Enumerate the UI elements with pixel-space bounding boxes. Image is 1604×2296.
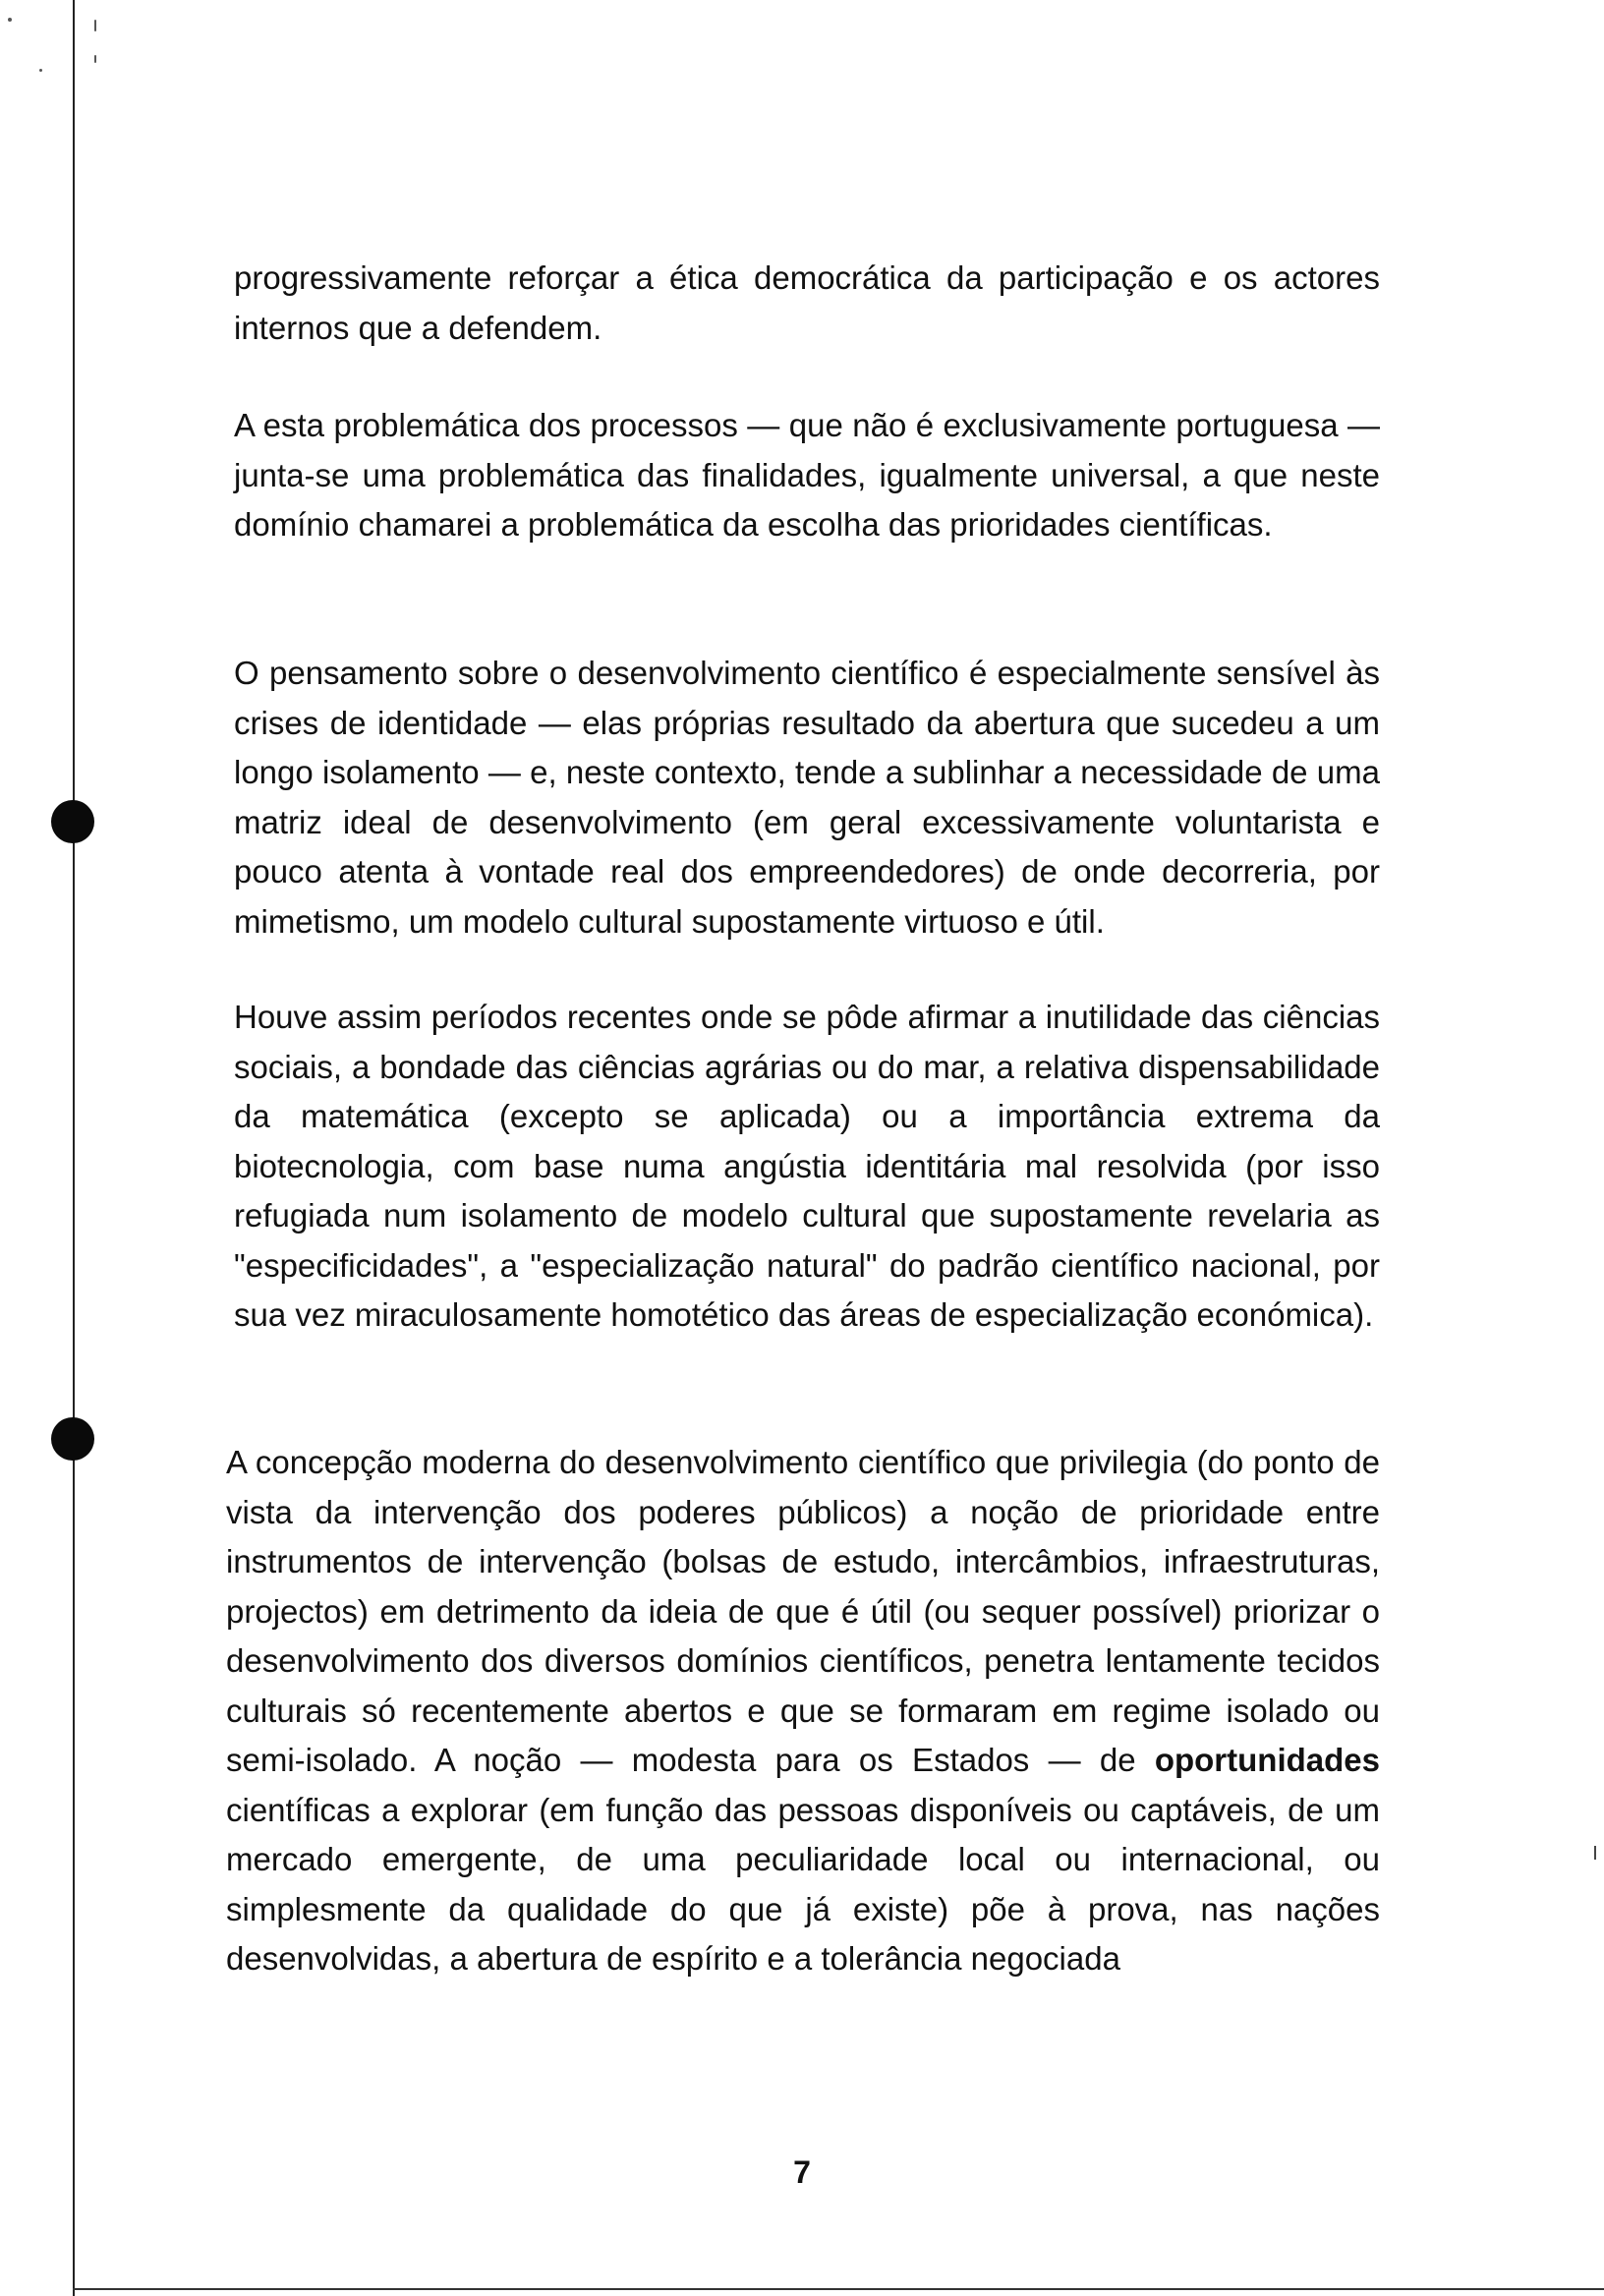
body-paragraph-4: Houve assim períodos recentes onde se pôde afirmar a inutilidade das ciências sociais, a bondade das ciências agrárias ou do mar, a relativa dispensabilidade da matemática (excepto se aplicada) ou a importância extrema da biotecnologia, com base numa angústia identitária mal resolvida (por isso refugiada num isolamento de modelo cultural que supostamente revelaria as "especificidades", a "especialização natural" do padrão científico nacional, por sua vez miraculosamente homotético das áreas de especialização económica). [234, 999, 1380, 1333]
scan-speck [39, 69, 42, 72]
margin-mark [1594, 1846, 1596, 1860]
emphasis-oportunidades: oportunidades [1154, 1742, 1380, 1778]
body-paragraph-3: O pensamento sobre o desenvolvimento científico é especialmente sensível às crises de identidade — elas próprias resultado da abertura que sucedeu a um longo isolamento — e, neste contexto, tende a sublinhar a necessidade de uma matriz ideal de desenvolvimento (em geral excessivamente voluntarista e pouco atenta à vontade real dos empreendedores) de onde decorreria, por mimetismo, um modelo cultural supostamente virtuoso e útil. [234, 655, 1380, 940]
body-paragraph-1: progressivamente reforçar a ética democrática da participação e os actores internos que a defendem. [234, 259, 1380, 346]
body-paragraph-2: A esta problemática dos processos — que não é exclusivamente portuguesa — junta-se uma problemática das finalidades, igualmente universal, a que neste domínio chamarei a problemática da escolha das prioridades científicas. [234, 407, 1380, 543]
body-paragraph-5 [226, 1438, 1380, 1984]
paragraph-5-text-end: científicas a explorar (em função das pessoas disponíveis ou captáveis, de um mercado emergente, de uma peculiaridade local ou internacional, ou simplesmente da qualidade do que já existe) põe à prova, nas nações desenvolvidas, a abertura de espírito e a tolerância negociada [226, 1791, 1380, 1977]
scan-speck [94, 55, 96, 63]
punch-hole [51, 1417, 94, 1461]
binding-edge-line [73, 0, 75, 2296]
bottom-edge-line [73, 2288, 1604, 2290]
paragraph-5-text-start: A concepção moderna do desenvolvimento científico que privilegia (do ponto de vista da intervenção dos poderes públicos) a noção de prioridade entre instrumentos de intervenção (bolsas de estudo, intercâmbios, infraestruturas, projectos) em detrimento da ideia de que é útil (ou sequer possível) priorizar o desenvolvimento dos diversos domínios científicos, penetra lentamente tecidos culturais só recentemente abertos e que se formaram em regime isolado ou semi-isolado. A noção — modesta para os Estados — de [226, 1444, 1380, 1778]
page-number: 7 [793, 2154, 811, 2190]
punch-hole [51, 800, 94, 843]
scan-speck [8, 18, 12, 22]
scan-speck [94, 20, 96, 31]
